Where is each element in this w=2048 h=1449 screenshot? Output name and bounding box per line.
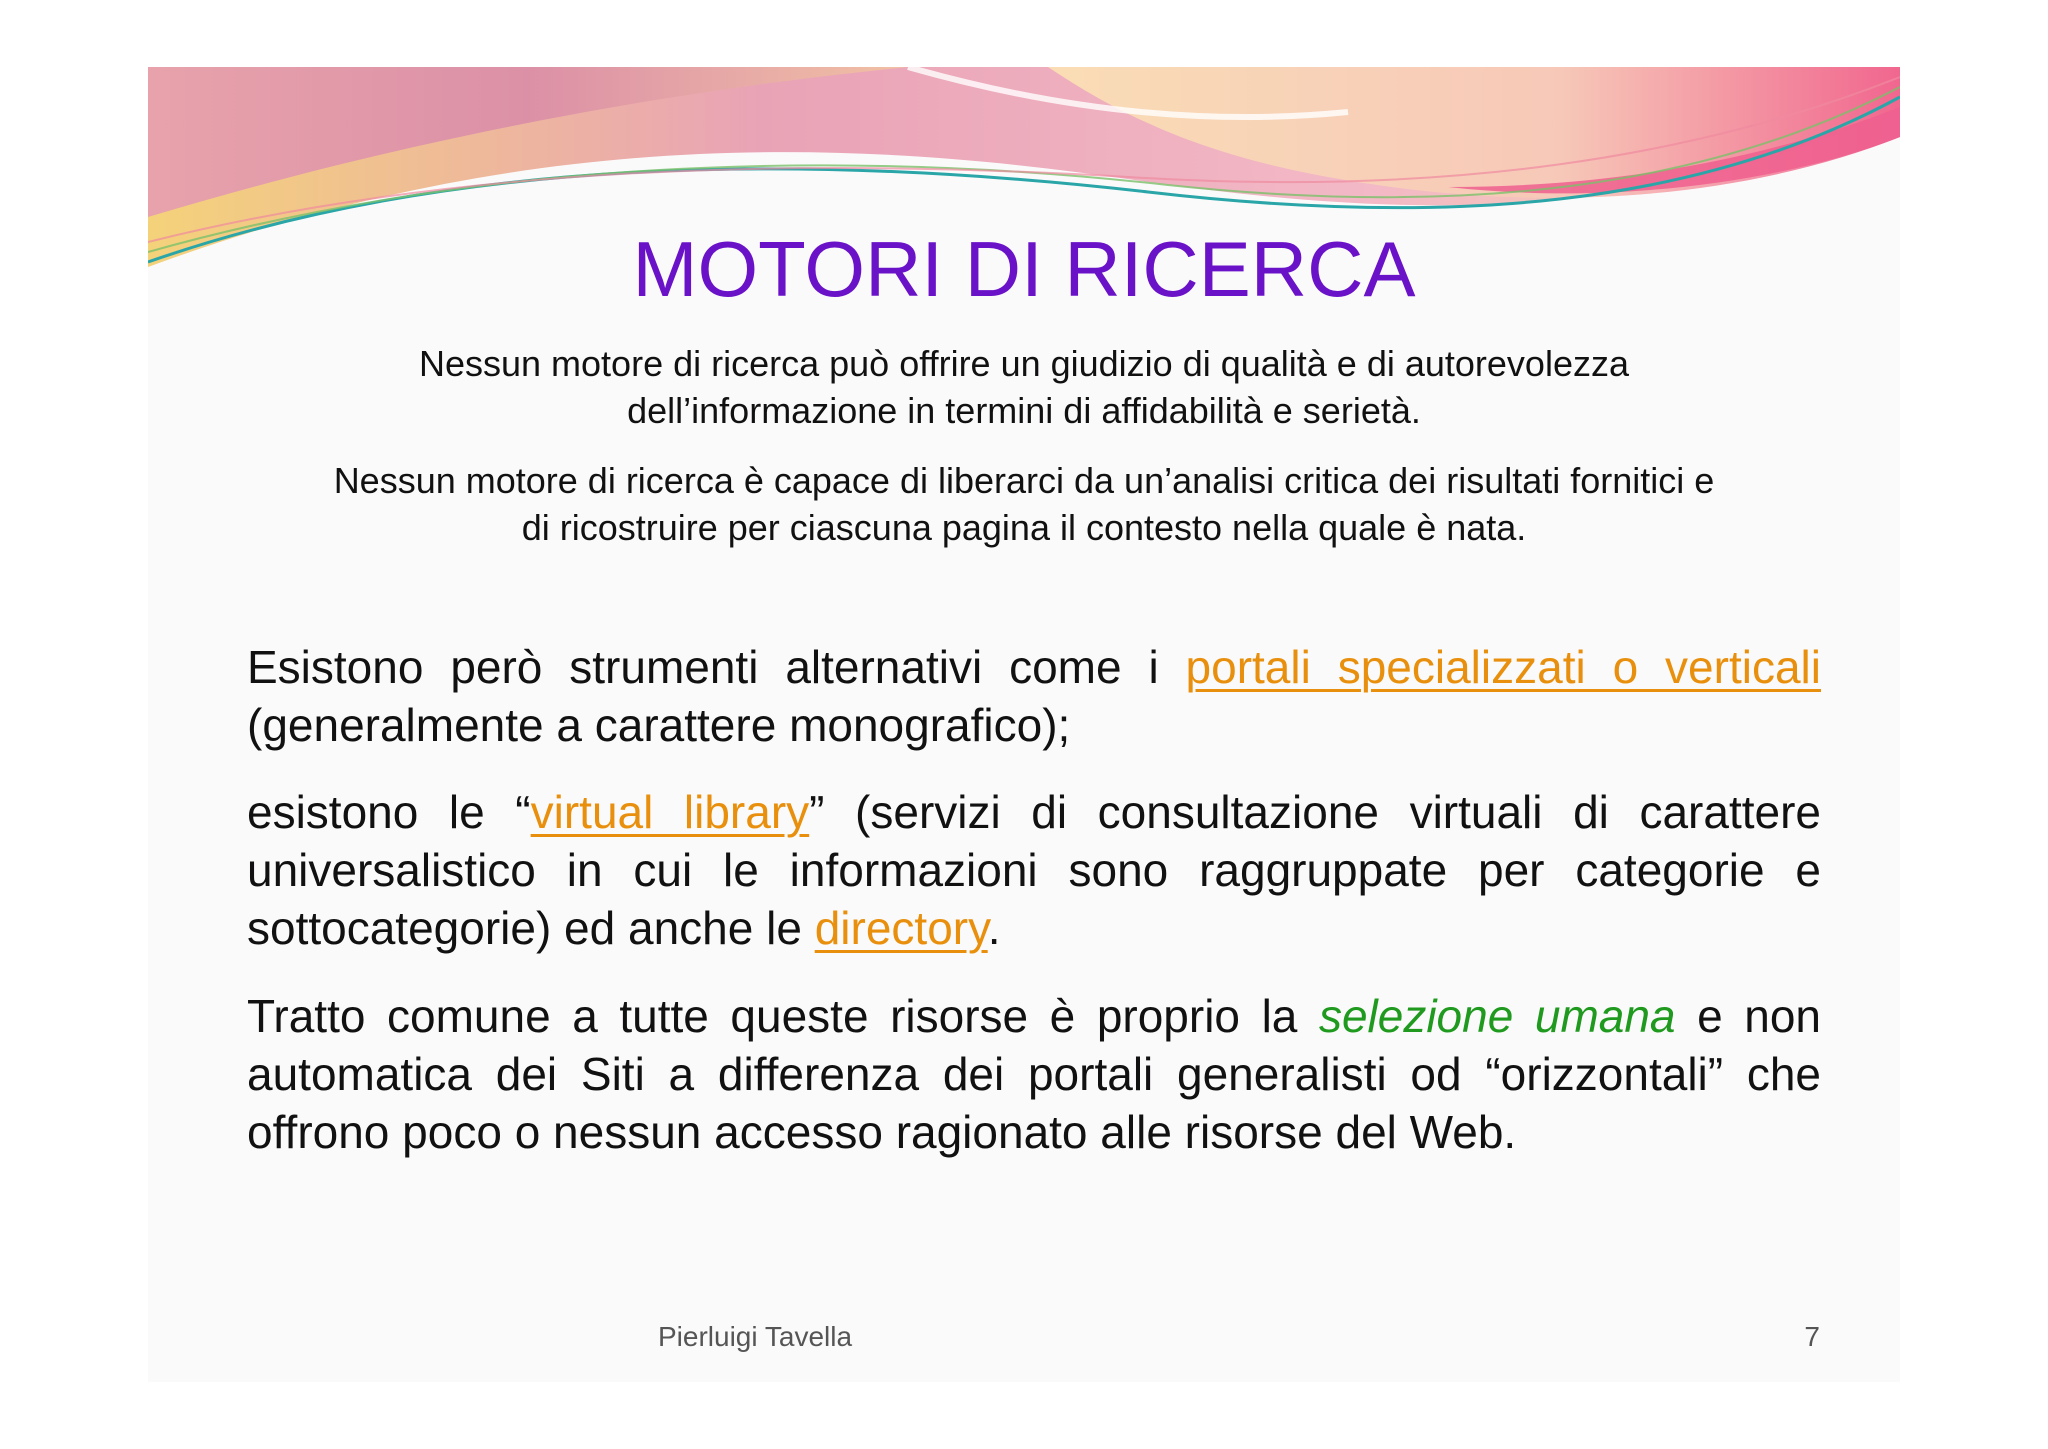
intro-2-line-2: di ricostruire per ciascuna pagina il contesto nella quale è nata. — [521, 507, 1527, 548]
body-paragraph-2 — [247, 783, 1821, 957]
slide-title: MOTORI DI RICERCA — [632, 225, 1416, 313]
body-paragraph-3 — [247, 987, 1821, 1161]
body-1-text-before: Esistono però strumenti alternativi come i — [247, 641, 1186, 693]
intro-1-line-1: Nessun motore di ricerca può offrire un giudizio di qualità e di autorevolezza — [418, 343, 1629, 384]
intro-paragraph-1 — [148, 340, 1900, 434]
directory-link[interactable]: directory — [814, 902, 988, 954]
body-1-text-after: (generalmente a carattere monografico); — [247, 699, 1071, 751]
intro-2-line-1: Nessun motore di ricerca è capace di liberarci da un’analisi critica dei risultati fornitici e — [333, 460, 1715, 501]
body-3-text-after: e non automatica dei Siti a differenza dei portali generalisti od “orizzontali” che offrono poco o nessun accesso ragionato alle risorse del Web. — [247, 990, 1821, 1158]
selezione-umana-emphasis: selezione umana — [1318, 990, 1676, 1042]
body-2-text-before: esistono le “ — [247, 786, 531, 838]
body-2-text-after: . — [987, 902, 1001, 954]
slide — [148, 67, 1900, 1382]
page-number: 7 — [1804, 1321, 1820, 1352]
virtual-library-link[interactable]: virtual library — [530, 786, 810, 838]
intro-1-line-2: dell’informazione in termini di affidabilità e serietà. — [627, 390, 1421, 431]
body-2-text-middle: ” (servizi di consultazione virtuali di carattere universalistico in cui le informazioni sono raggruppate per categorie e sottocategorie) ed anche le — [247, 786, 1821, 954]
body-3-text-before: Tratto comune a tutte queste risorse è proprio la — [247, 990, 1319, 1042]
portali-specializzati-link[interactable]: portali specializzati o verticali — [1185, 641, 1821, 693]
intro-paragraph-2 — [148, 457, 1900, 551]
body-paragraph-1 — [247, 638, 1821, 754]
footer-author: Pierluigi Tavella — [658, 1321, 853, 1352]
